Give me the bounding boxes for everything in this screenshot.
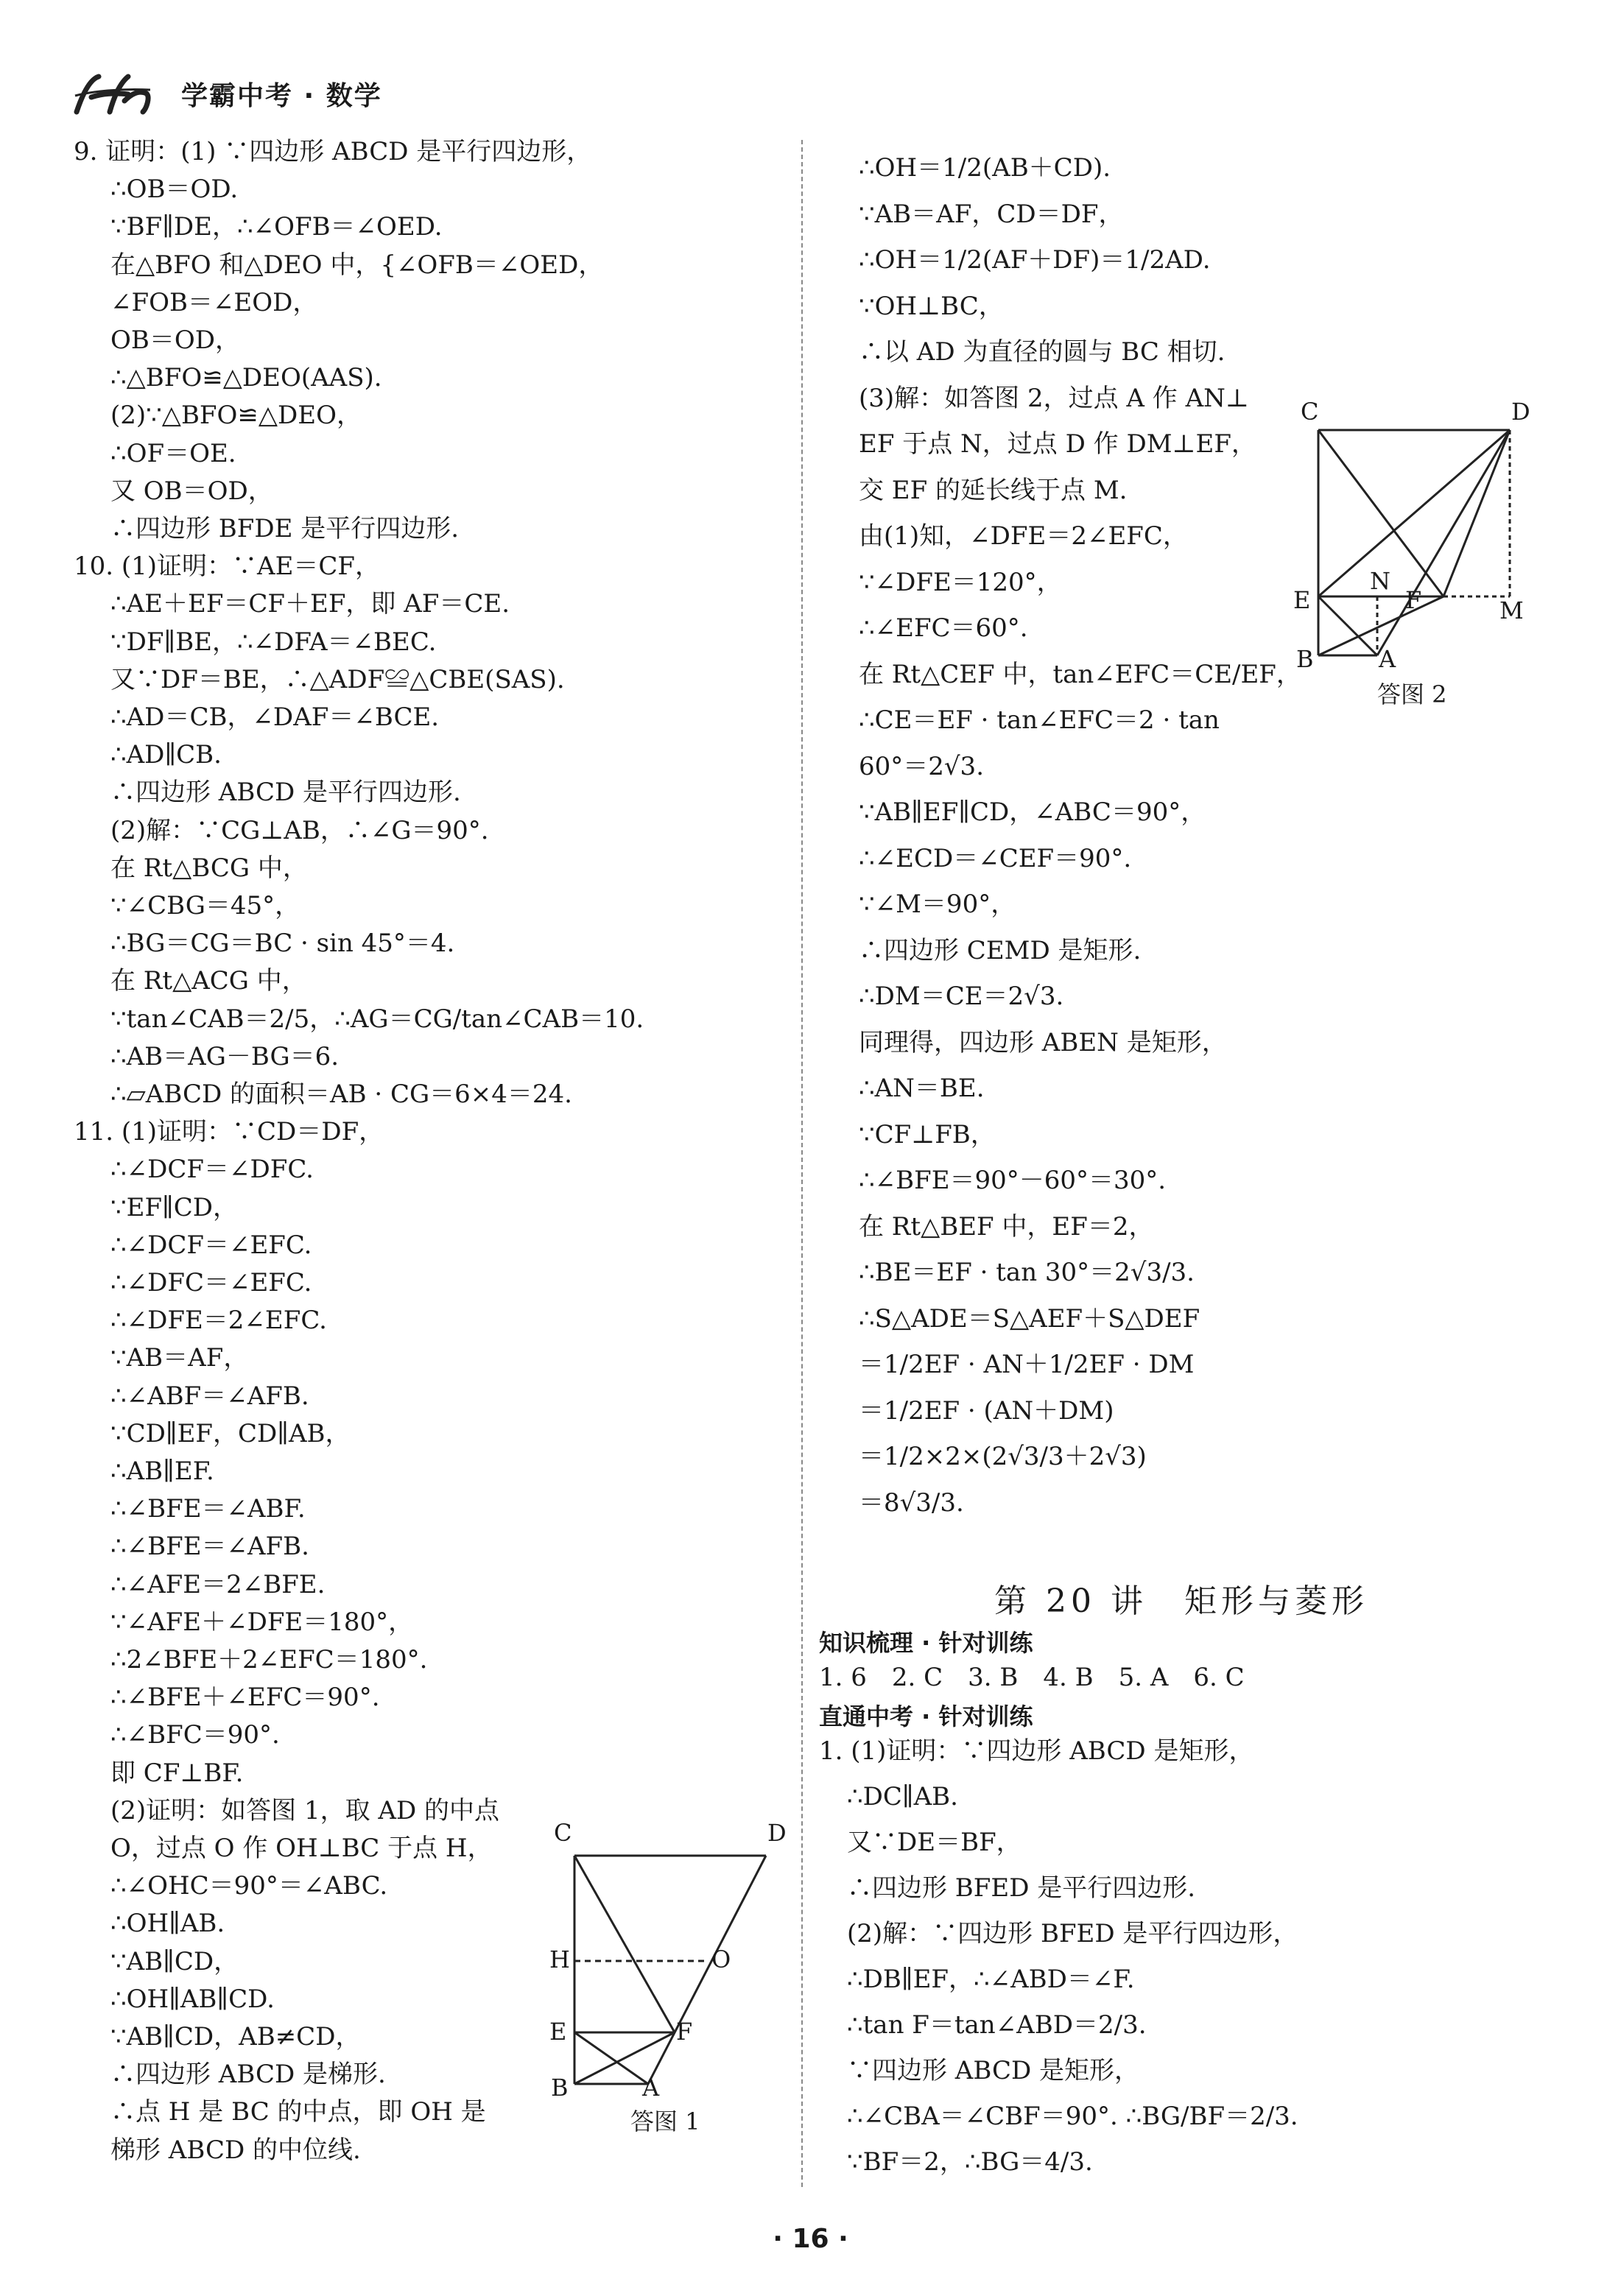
text-line: ∴四边形 BFDE 是平行四边形. [110,514,460,543]
text-line: 1. (1)证明：∵四边形 ABCD 是矩形， [819,1736,1254,1766]
text-line: (3)解：如答图 2，过点 A 作 AN⊥ [859,383,1249,413]
text-line: ∵∠AFE＋∠DFE＝180°， [110,1607,414,1637]
text-line: ∴AN＝BE. [859,1074,985,1103]
text-line: ∴▱ABCD 的面积＝AB · CG＝6×4＝24. [110,1080,572,1109]
text-line: (2)解：∵四边形 BFED 是平行四边形， [847,1919,1298,1948]
text-line: ∴AD＝CB，∠DAF＝∠BCE. [110,702,440,732]
text-line: ∴以 AD 为直径的圆与 BC 相切. [859,337,1226,367]
text-line: ∴S△ADE＝S△AEF＋S△DEF [859,1303,1200,1334]
text-line: ∴∠DCF＝∠DFC. [110,1155,314,1185]
text-line: (2)证明：如答图 1，取 AD 的中点 [110,1795,500,1825]
text-line: ∵BF∥DE，∴∠OFB＝∠OED. [110,212,443,242]
text-line: ∴AB∥EF. [110,1457,214,1486]
text-line: 在 Rt△ACG 中， [110,966,307,996]
text-line: ∴△BFO≌△DEO(AAS). [110,363,382,393]
page-header [69,68,382,119]
text-line: ∴四边形 CEMD 是矩形. [859,935,1142,965]
text-line: ∵CD∥EF，CD∥AB， [110,1418,351,1448]
figure-1-label-b: B [551,2074,569,2102]
text-line: 在 Rt△BEF 中，EF＝2， [859,1211,1154,1242]
text-line: 10. (1)证明：∵AE＝CF， [74,552,381,582]
text-line: ∴DM＝CE＝2√3. [859,982,1064,1011]
figure-2-label-b: B [1296,645,1314,673]
text-line: ＝1/2×2×(2√3/3＋2√3) [859,1442,1147,1471]
brand-logo-icon [69,68,172,119]
text-line: 11. (1)证明：∵CD＝DF， [74,1117,384,1147]
figure-2-label-a: A [1379,645,1396,673]
text-line: ∴OH＝1/2(AF＋DF)＝1/2AD. [859,245,1211,275]
text-line: ∴∠EFC＝60°. [859,613,1028,643]
text-line: ∴∠BFE＝∠ABF. [110,1494,306,1524]
figure-1-label-f: F [676,2018,693,2046]
text-line: ∵tan∠CAB＝2/5，∴AG＝CG/tan∠CAB＝10. [110,1004,644,1034]
text-line: ∴2∠BFE＋2∠EFC＝180°. [110,1645,428,1675]
text-line: ∴∠CBA＝∠CBF＝90°. ∴BG/BF＝2/3. [847,2102,1298,2131]
answer-key-line: 1. 6 2. C 3. B 4. B 5. A 6. C [819,1663,1245,1692]
column-divider [801,140,803,2187]
text-line: ∴CE＝EF · tan∠EFC＝2 · tan [859,705,1220,735]
text-line: ∵AB∥CD， [110,1946,239,1976]
text-line: ∴AB＝AG－BG＝6. [110,1041,340,1071]
text-line: ∴BE＝EF · tan 30°＝2√3/3. [859,1258,1195,1287]
text-line: ∴∠BFE＝∠AFB. [110,1532,309,1562]
text-line: ∵AB＝AF， [110,1343,249,1373]
text-line: 由(1)知，∠DFE＝2∠EFC， [859,521,1188,551]
figure-2-label-f: F [1405,586,1422,614]
section-heading: 第 20 讲 矩形与菱形 [994,1582,1368,1620]
page-number: · 16 · [773,2224,848,2254]
text-line: ∴∠ECD＝∠CEF＝90°. [859,843,1132,873]
figure-1-diagram [545,1826,795,2099]
text-line: (2)解：∵CG⊥AB，∴∠G＝90°. [110,815,489,845]
text-line: ∵DF∥BE，∴∠DFA＝∠BEC. [110,627,437,657]
subheading-knowledge: 知识梳理 · 针对训练 [819,1629,1033,1657]
header-title: 学霸中考 · 数学 [181,80,382,111]
text-line: ∴∠BFE＝90°－60°＝30°. [859,1166,1167,1195]
text-line: ∴AD∥CB. [110,740,222,770]
text-line: ∴∠BFC＝90°. [110,1720,280,1750]
text-line: ∴∠DFC＝∠EFC. [110,1268,312,1297]
text-line: (2)∵△BFO≌△DEO， [110,401,362,431]
figure-2-label-d: D [1511,398,1530,426]
figure-2-diagram [1296,412,1539,677]
text-line: 又∵DE＝BF， [847,1828,1022,1857]
text-line: 交 EF 的延长线于点 M. [859,475,1128,505]
text-line: ∵AB＝AF，CD＝DF， [859,199,1124,229]
text-line: ∵EF∥CD， [110,1192,239,1222]
text-line: ∴∠DFE＝2∠EFC. [110,1306,327,1336]
text-line: 又∵DF＝BE，∴△ADF≌△CBE(SAS). [110,664,565,694]
figure-1-caption: 答图 1 [630,2107,700,2135]
figure-1-label-a: A [642,2074,660,2102]
text-line: ∵AB∥EF∥CD，∠ABC＝90°， [859,797,1206,827]
text-line: 在△BFO 和△DEO 中，{∠OFB＝∠OED， [110,250,604,280]
text-line: 同理得，四边形 ABEN 是矩形， [859,1027,1227,1057]
text-line: ∴OH∥AB∥CD. [110,1984,275,2014]
text-line: ∴tan F＝tan∠ABD＝2/3. [847,2010,1147,2040]
text-line: ∵CF⊥FB， [859,1119,996,1149]
text-line: ∴∠AFE＝2∠BFE. [110,1569,326,1599]
text-line: ∵AB∥CD，AB≠CD， [110,2022,361,2052]
text-line: ∴DB∥EF，∴∠ABD＝∠F. [847,1965,1135,1994]
text-line: ∵∠DFE＝120°， [859,567,1062,597]
text-line: ∴AE＋EF＝CF＋EF，即 AF＝CE. [110,589,510,619]
text-line: 9. 证明：(1) ∵四边形 ABCD 是平行四边形， [74,137,592,166]
figure-1-label-d: D [767,1819,787,1847]
subheading-exam: 直通中考 · 针对训练 [819,1702,1033,1730]
figure-2-label-c: C [1301,398,1319,426]
text-line: ∴四边形 ABCD 是梯形. [110,2060,386,2090]
text-line: OB＝OD， [110,325,240,355]
text-line: ＝1/2EF · (AN＋DM) [859,1395,1114,1426]
text-line: ∵BF＝2，∴BG＝4/3. [847,2147,1093,2177]
text-line: 在 Rt△BCG 中， [110,853,308,883]
text-line: ∵OH⊥BC， [859,291,1004,321]
figure-1-label-h: H [549,1945,570,1973]
text-line: ∴BG＝CG＝BC · sin 45°＝4. [110,929,455,959]
text-line: 在 Rt△CEF 中，tan∠EFC＝CE/EF， [859,659,1301,689]
text-line: ∴DC∥AB. [847,1782,958,1811]
text-line: ∴∠BFE＋∠EFC＝90°. [110,1683,380,1713]
text-line: ＝8√3/3. [859,1487,964,1518]
text-line: ∵四边形 ABCD 是矩形， [847,2056,1140,2085]
text-line: ∴点 H 是 BC 的中点，即 OH 是 [110,2097,486,2127]
text-line: ∵∠CBG＝45°， [110,891,300,920]
text-line: 即 CF⊥BF. [110,1758,244,1788]
text-line: ∴OH∥AB. [110,1909,225,1939]
text-line: ＝1/2EF · AN＋1/2EF · DM [859,1350,1195,1379]
text-line: ∴四边形 BFED 是平行四边形. [847,1873,1196,1903]
text-line: ∠FOB＝∠EOD， [110,287,318,317]
figure-2-caption: 答图 2 [1377,680,1447,708]
figure-1-label-e: E [549,2018,567,2046]
figure-1-label-o: O [711,1945,731,1973]
figure-1-label-c: C [554,1819,572,1847]
text-line: 又 OB＝OD， [110,476,273,506]
text-line: ∴OB＝OD. [110,175,239,205]
text-line: ∴∠OHC＝90°＝∠ABC. [110,1871,388,1901]
figure-2-label-n: N [1370,567,1390,595]
text-line: ∵∠M＝90°， [859,890,1016,919]
text-line: 梯形 ABCD 的中位线. [110,2135,361,2165]
text-line: ∴∠ABF＝∠AFB. [110,1381,309,1411]
figure-2-label-e: E [1293,586,1311,614]
text-line: EF 于点 N，过点 D 作 DM⊥EF， [859,429,1256,459]
text-line: ∴∠DCF＝∠EFC. [110,1230,312,1260]
text-line: ∴OH＝1/2(AB＋CD). [859,153,1111,183]
figure-2-label-m: M [1499,596,1524,624]
text-line: ∴OF＝OE. [110,438,236,468]
text-line: ∴四边形 ABCD 是平行四边形. [110,778,461,808]
text-line: 60°＝2√3. [859,751,984,781]
text-line: O，过点 O 作 OH⊥BC 于点 H， [110,1834,493,1863]
